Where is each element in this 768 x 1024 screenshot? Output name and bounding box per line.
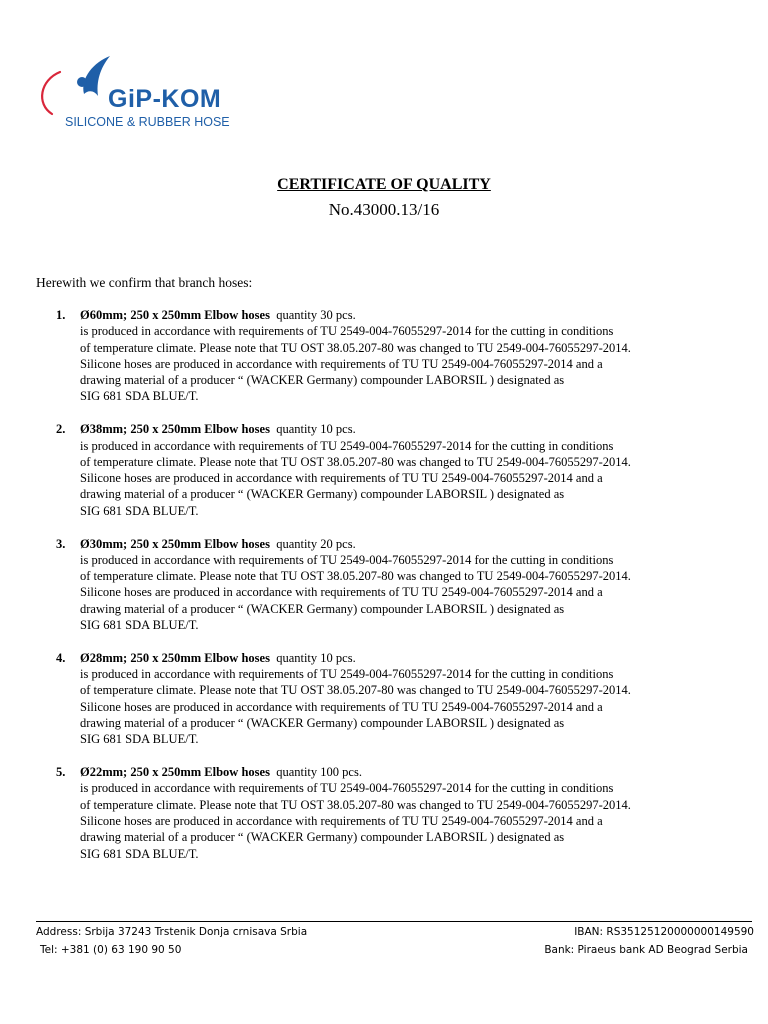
item-line: SIG 681 SDA BLUE/T. xyxy=(80,503,199,518)
hose-item xyxy=(0,536,768,634)
hose-item-list xyxy=(0,307,768,878)
item-line: drawing material of a producer “ (WACKER Germany) compounder LABORSIL ) designated as xyxy=(80,601,565,616)
logo-tagline: SILICONE & RUBBER HOSE xyxy=(65,115,230,129)
item-line: drawing material of a producer “ (WACKER Germany) compounder LABORSIL ) designated as xyxy=(80,716,565,731)
footer-bank: Bank: Piraeus bank AD Beograd Serbia xyxy=(544,944,748,956)
item-line: of temperature climate. Please note that TU OST 38.05.207-80 was changed to TU 2549-004-76055297-2014. xyxy=(80,569,631,584)
item-line: of temperature climate. Please note that TU OST 38.05.207-80 was changed to TU 2549-004-76055297-2014. xyxy=(80,454,631,469)
footer-address: Address: Srbija 37243 Trstenik Donja crnisava Srbia xyxy=(36,926,308,938)
item-number: 5. xyxy=(56,765,66,780)
item-line: is produced in accordance with requirements of TU 2549-004-76055297-2014 for the cutting in conditions xyxy=(80,438,614,453)
item-line: SIG 681 SDA BLUE/T. xyxy=(80,732,199,747)
item-spec: Ø22mm; 250 x 250mm Elbow hoses xyxy=(80,765,270,780)
item-quantity: quantity 30 pcs. xyxy=(276,308,356,322)
item-line: Silicone hoses are produced in accordance with requirements of TU TU 2549-004-76055297-2014 and a xyxy=(80,585,603,600)
logo-company-name: GiP-KOM xyxy=(108,85,222,113)
item-number: 3. xyxy=(56,536,66,551)
item-number: 4. xyxy=(56,650,66,665)
item-line: Silicone hoses are produced in accordance with requirements of TU TU 2549-004-76055297-2014 and a xyxy=(80,471,603,486)
hose-item xyxy=(0,764,768,862)
item-quantity: quantity 10 pcs. xyxy=(276,650,356,665)
item-spec: Ø38mm; 250 x 250mm Elbow hoses xyxy=(80,422,270,437)
item-line: is produced in accordance with requirements of TU 2549-004-76055297-2014 for the cutting in conditions xyxy=(80,552,614,567)
item-line: is produced in accordance with requirements of TU 2549-004-76055297-2014 for the cutting in conditions xyxy=(80,324,614,339)
item-quantity: quantity 20 pcs. xyxy=(276,536,356,551)
item-line: drawing material of a producer “ (WACKER Germany) compounder LABORSIL ) designated as xyxy=(80,487,565,502)
item-quantity: quantity 100 pcs. xyxy=(276,765,362,780)
company-logo xyxy=(38,52,238,132)
item-spec: Ø28mm; 250 x 250mm Elbow hoses xyxy=(80,650,270,665)
item-line: Silicone hoses are produced in accordance with requirements of TU TU 2549-004-76055297-2014 and a xyxy=(80,814,603,829)
item-line: of temperature climate. Please note that TU OST 38.05.207-80 was changed to TU 2549-004-76055297-2014. xyxy=(80,797,631,812)
hose-item xyxy=(0,307,768,405)
item-spec: Ø60mm; 250 x 250mm Elbow hoses xyxy=(80,308,270,322)
footer-iban: IBAN: RS35125120000000149590 xyxy=(574,926,754,938)
item-number: 1. xyxy=(56,308,66,322)
item-line: SIG 681 SDA BLUE/T. xyxy=(80,389,199,404)
footer-divider xyxy=(36,921,752,922)
item-number: 2. xyxy=(56,422,66,437)
item-line: of temperature climate. Please note that TU OST 38.05.207-80 was changed to TU 2549-004-76055297-2014. xyxy=(80,683,631,698)
hose-item xyxy=(0,650,768,748)
item-line: Silicone hoses are produced in accordance with requirements of TU TU 2549-004-76055297-2014 and a xyxy=(80,356,603,371)
item-quantity: quantity 10 pcs. xyxy=(276,422,356,437)
intro-text: Herewith we confirm that branch hoses: xyxy=(36,275,253,290)
item-spec: Ø30mm; 250 x 250mm Elbow hoses xyxy=(80,536,270,551)
item-line: is produced in accordance with requirements of TU 2549-004-76055297-2014 for the cutting in conditions xyxy=(80,667,614,682)
item-line: Silicone hoses are produced in accordance with requirements of TU TU 2549-004-76055297-2014 and a xyxy=(80,699,603,714)
item-line: drawing material of a producer “ (WACKER Germany) compounder LABORSIL ) designated as xyxy=(80,830,565,845)
certificate-number: No.43000.13/16 xyxy=(328,200,440,219)
item-line: SIG 681 SDA BLUE/T. xyxy=(80,618,199,633)
item-line: SIG 681 SDA BLUE/T. xyxy=(80,846,199,861)
item-line: is produced in accordance with requirements of TU 2549-004-76055297-2014 for the cutting in conditions xyxy=(80,781,614,796)
footer-telephone: Tel: +381 (0) 63 190 90 50 xyxy=(40,944,182,956)
hose-item xyxy=(0,421,768,519)
item-line: drawing material of a producer “ (WACKER Germany) compounder LABORSIL ) designated as xyxy=(80,373,565,388)
certificate-title: CERTIFICATE OF QUALITY xyxy=(277,176,491,193)
item-line: of temperature climate. Please note that TU OST 38.05.207-80 was changed to TU 2549-004-76055297-2014. xyxy=(80,340,631,355)
